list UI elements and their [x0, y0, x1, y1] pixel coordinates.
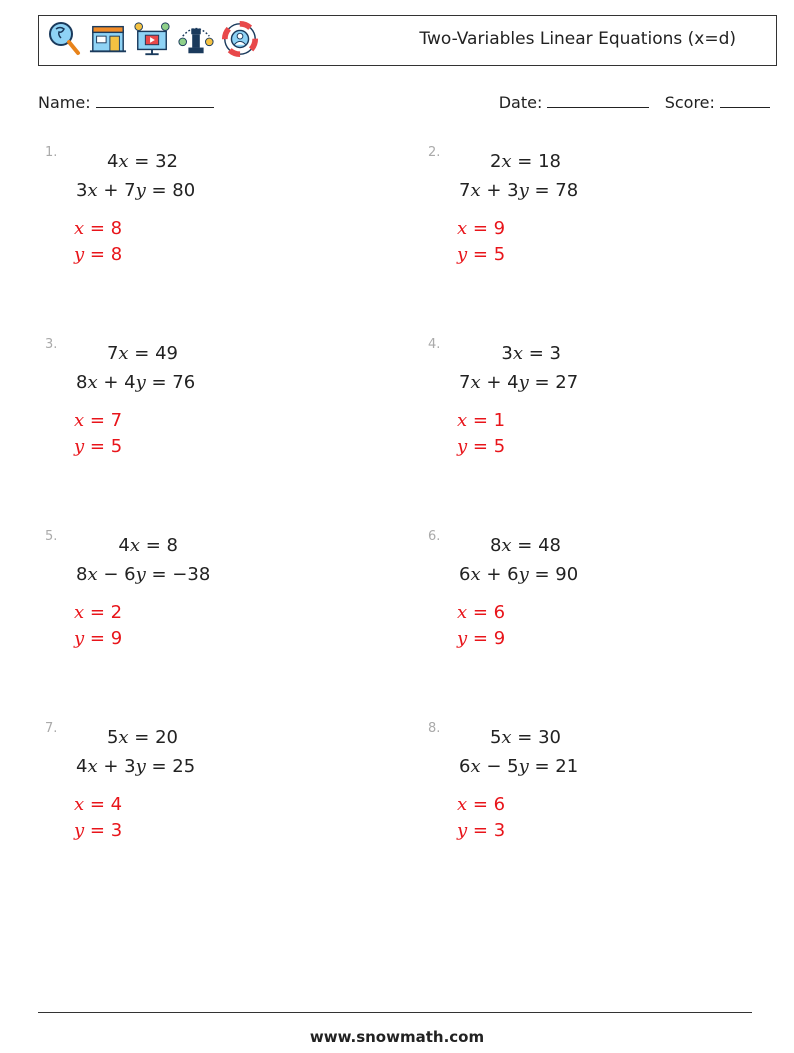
answer-y: y = 3 [457, 820, 506, 841]
answer-y: y = 8 [74, 244, 123, 265]
problem-item [421, 529, 761, 689]
equation-second: 6x − 5y = 21 [459, 756, 579, 777]
answer-x: x = 4 [74, 794, 123, 815]
answer-x: x = 7 [74, 410, 123, 431]
name-label: Name: [38, 93, 91, 112]
chess-strategy-icon [177, 19, 215, 59]
equation-first: 4x = 8 [118, 535, 178, 556]
answer-y: y = 9 [457, 628, 506, 649]
equation-first: 5x = 30 [489, 727, 561, 748]
equation-second: 7x + 4y = 27 [459, 372, 579, 393]
equation-first: 4x = 32 [106, 151, 178, 172]
answer-y: y = 3 [74, 820, 123, 841]
problem-number: 3. [45, 337, 58, 352]
problem-item [421, 721, 761, 881]
equation-second: 6x + 6y = 90 [459, 564, 579, 585]
equation-second: 7x + 3y = 78 [459, 180, 579, 201]
name-line [96, 93, 214, 108]
storefront-icon [89, 19, 127, 59]
equation-second: 8x + 4y = 76 [76, 372, 196, 393]
problem-item [38, 529, 378, 689]
lifebuoy-support-icon [221, 19, 259, 59]
problem-item [38, 721, 378, 881]
equation-first: 2x = 18 [489, 151, 561, 172]
worksheet-title: Two-Variables Linear Equations (x=d) [419, 29, 736, 49]
equation-first: 3x = 3 [501, 343, 561, 364]
problem-item [421, 145, 761, 305]
equation-second: 4x + 3y = 25 [76, 756, 196, 777]
video-monitor-icon [133, 19, 171, 59]
answer-y: y = 5 [457, 436, 506, 457]
answer-x: x = 9 [457, 218, 506, 239]
answer-x: x = 6 [457, 602, 506, 623]
date-score-fields [499, 93, 770, 112]
icon-strip [45, 19, 259, 59]
problem-number: 8. [428, 721, 441, 736]
answer-x: x = 2 [74, 602, 123, 623]
answer-y: y = 5 [74, 436, 123, 457]
date-label: Date: [498, 93, 543, 112]
footer-url: www.snowmath.com [309, 1028, 485, 1046]
problem-number: 7. [45, 721, 58, 736]
problem-item [421, 337, 761, 497]
equation-first: 5x = 20 [106, 727, 178, 748]
equation-first: 8x = 48 [489, 535, 561, 556]
answer-x: x = 1 [457, 410, 506, 431]
score-line [720, 93, 770, 108]
problem-number: 4. [428, 337, 441, 352]
answer-x: x = 6 [457, 794, 506, 815]
magnifier-icon [45, 19, 83, 59]
problem-number: 1. [45, 145, 58, 160]
date-line [547, 93, 649, 108]
problem-number: 2. [428, 145, 441, 160]
equation-second: 3x + 7y = 80 [76, 180, 196, 201]
problem-number: 6. [428, 529, 441, 544]
name-field [38, 93, 214, 112]
footer-divider [38, 1012, 752, 1013]
answer-x: x = 8 [74, 218, 123, 239]
header-box [38, 15, 777, 66]
problem-number: 5. [45, 529, 58, 544]
answer-y: y = 9 [74, 628, 123, 649]
problem-item [38, 145, 378, 305]
equation-first: 7x = 49 [106, 343, 178, 364]
answer-y: y = 5 [457, 244, 506, 265]
equation-second: 8x − 6y = −38 [76, 564, 211, 585]
problem-item [38, 337, 378, 497]
score-label: Score: [664, 93, 715, 112]
